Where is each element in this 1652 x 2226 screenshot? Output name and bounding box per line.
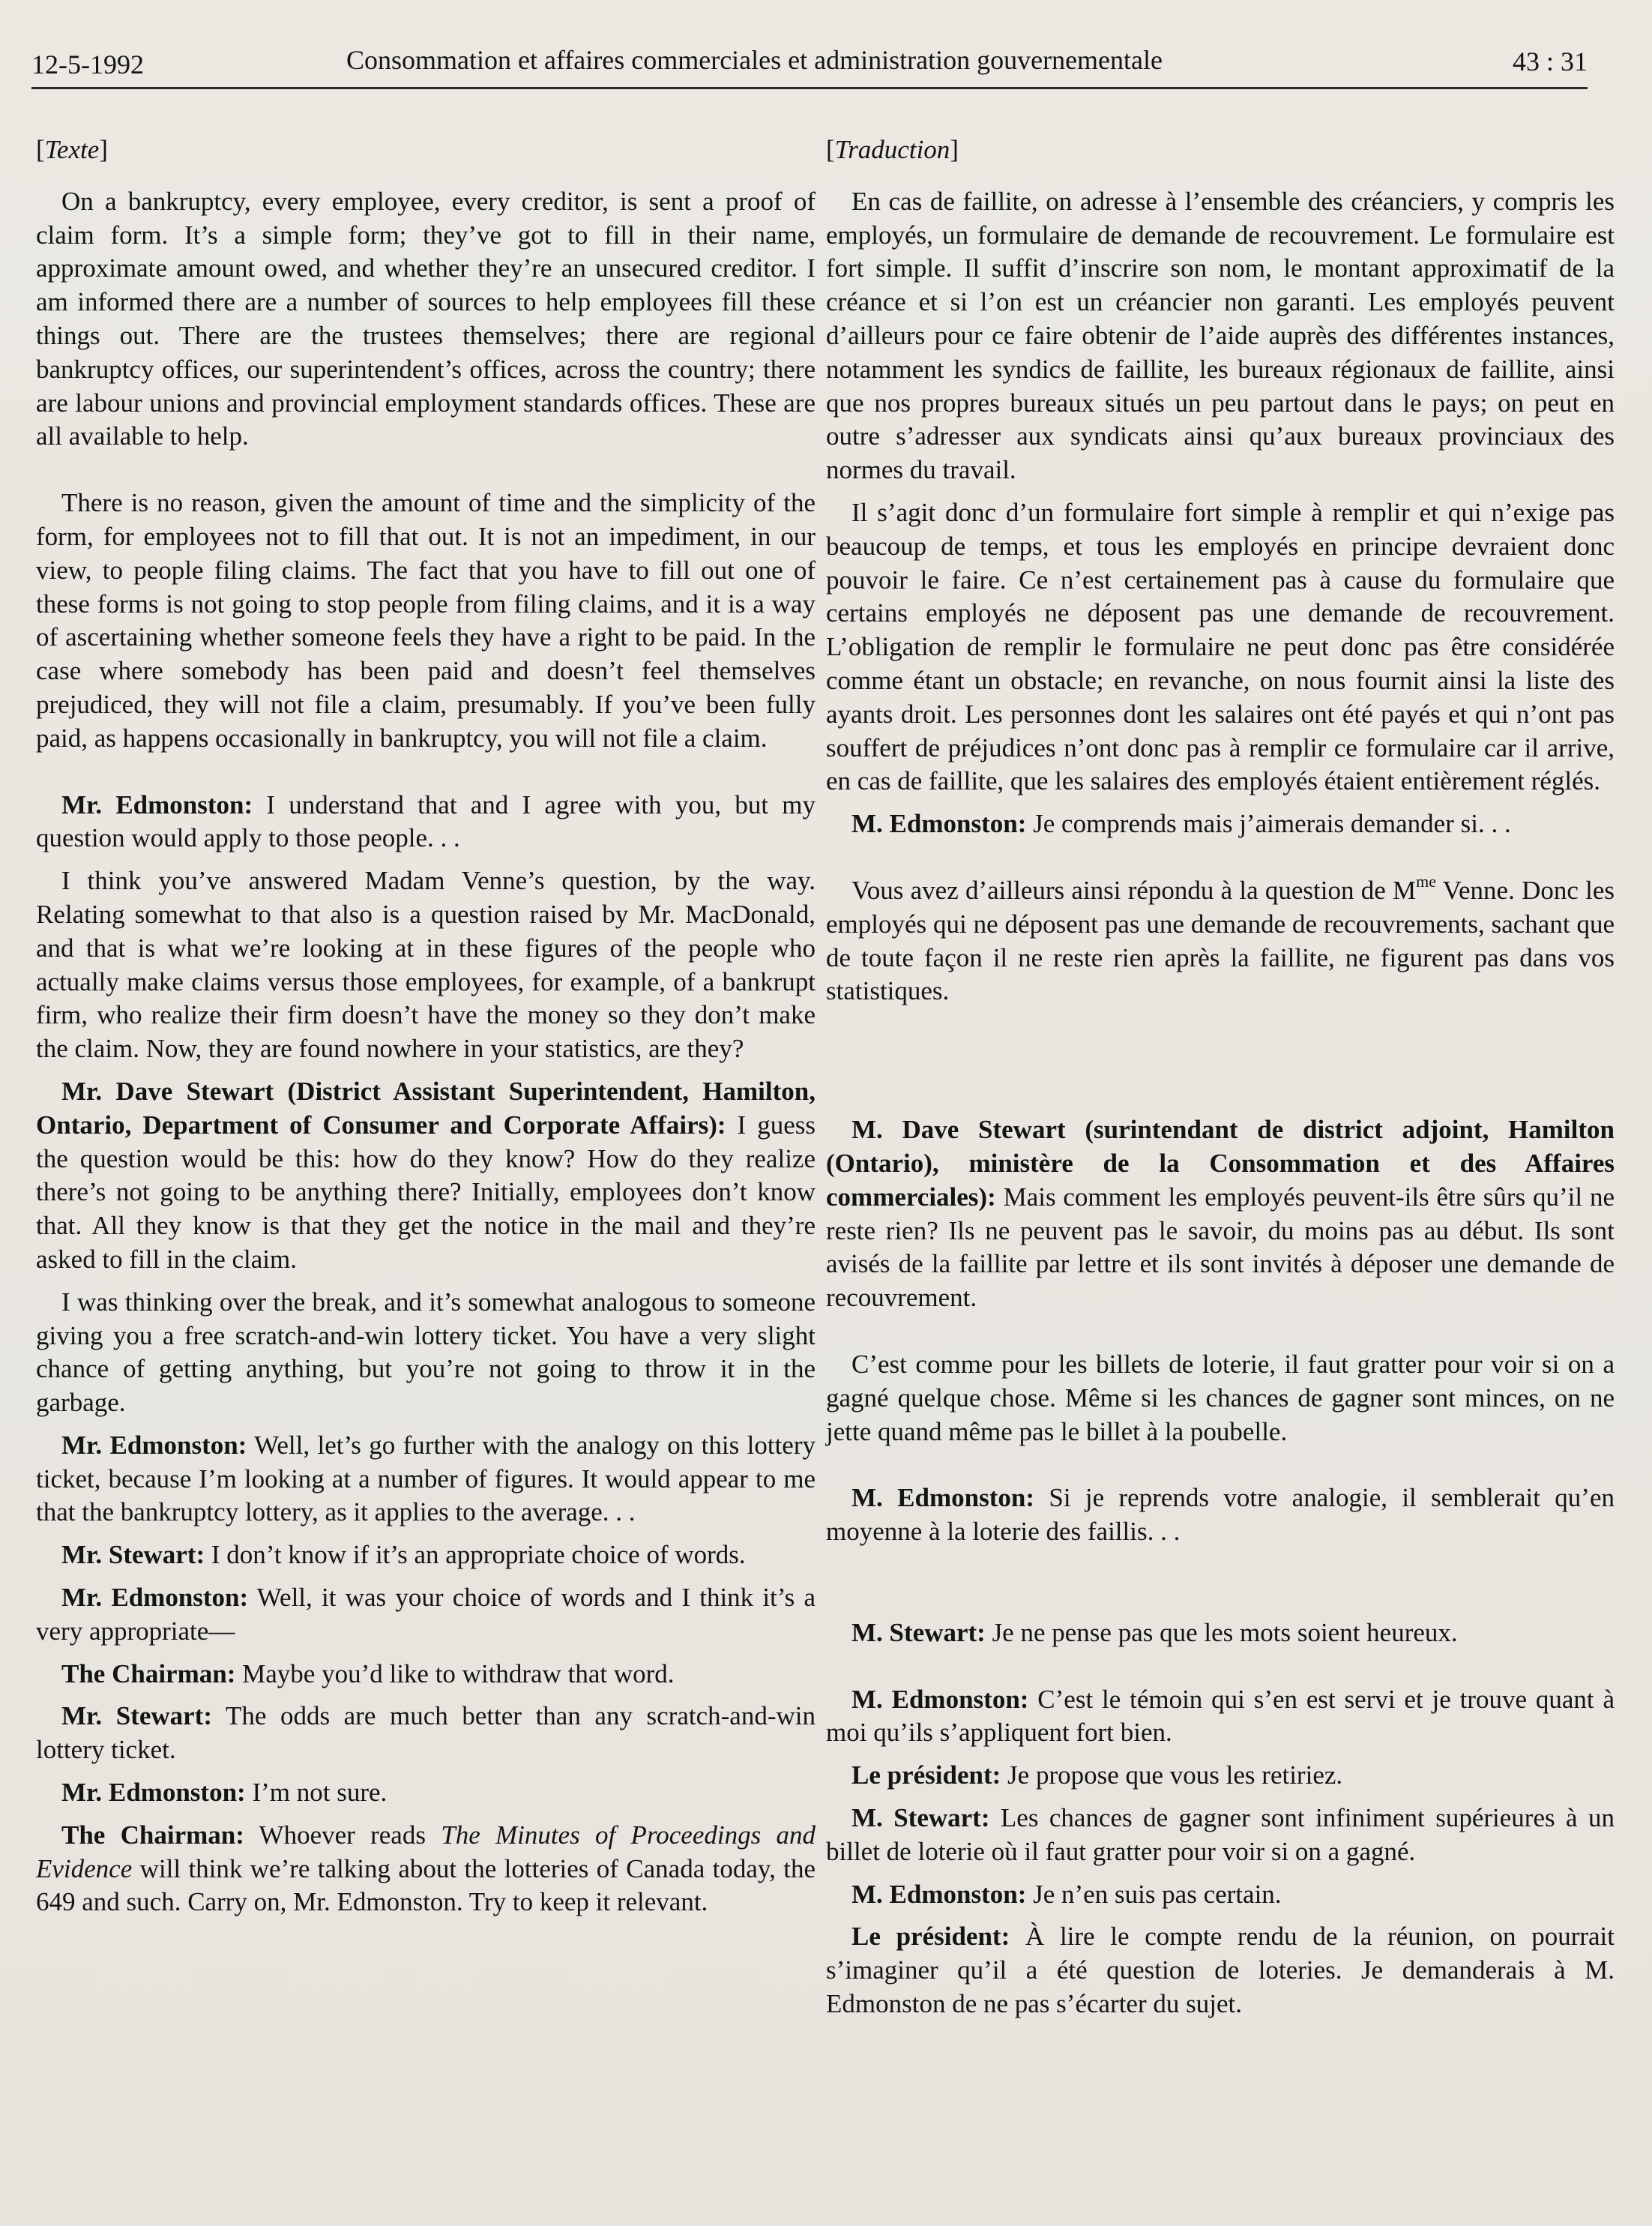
speaker-name: Le président: [851, 1922, 1010, 1952]
speech-edmonston: M. Edmonston: C’est le témoin qui s’en est servi et je trouve quant à moi qu’ils s’appliquent fort bien. [826, 1684, 1615, 1748]
speech-edmonston: M. Edmonston: Je n’en suis pas certain. [851, 1879, 1282, 1909]
speaker-name: M. Edmonston: [851, 809, 1027, 839]
paragraph: I was thinking over the break, and it’s somewhat analogous to someone giving you a free scratch-and-win lottery ticket. You have a very slight chance of getting anything, but you’re not going to throw it in the garbage. [36, 1287, 816, 1418]
paragraph: En cas de faillite, on adresse à l’ensemble des créanciers, y compris les employés, un formulaire de demande de recouvrement. Le formulaire est fort simple. Il suffit d’inscrire son nom, le montant approximatif de la créance et si l’on est un créancier non garanti. Les employés peuvent d’ailleurs pour ce faire obtenir de l’aide auprès des différentes instances, notamment les syndics de faillite, les bureaux régionaux de faillite, ainsi que nos propres bureaux situés un peu partout dans le pays; on peut en outre s’adresser aux syndicats ainsi qu’aux bureaux provinciaux des normes du travail. [826, 186, 1615, 485]
speaker-name: Mr. Edmonston: [61, 1430, 247, 1460]
speech-edmonston: M. Edmonston: Si je reprends votre analogie, il semblerait qu’en moyenne à la loterie des faillis. . . [826, 1483, 1615, 1547]
column-tag-texte: [Texte] [36, 135, 108, 164]
speech-stewart: Mr. Stewart: I don’t know if it’s an appropriate choice of words. [61, 1540, 746, 1570]
speech-stewart: M. Stewart: Les chances de gagner sont infiniment supérieures à un billet de loterie où il faut gratter pour voir si on a gagné. [826, 1803, 1615, 1866]
speaker-name: Mr. Dave Stewart (District Assistant Superintendent, Hamilton, Ontario, Department of Consumer and Corporate Affairs): [36, 1076, 816, 1140]
speaker-name: M. Stewart: [851, 1803, 990, 1833]
speech-stewart: M. Stewart: Je ne pense pas que les mots soient heureux. [851, 1617, 1458, 1647]
header-title: Consommation et affaires commerciales et administration gouvernementale [346, 45, 1163, 75]
speech-edmonston: Mr. Edmonston: Well, it was your choice of words and I think it’s a very appropriate— [36, 1583, 816, 1646]
speech-chairman: The Chairman: Whoever reads The Minutes of Proceedings and Evidence will think we’re talking about the lotteries of Canada today, the 649 and such. Carry on, Mr. Edmonston. Try to keep it relevant. [36, 1820, 816, 1917]
speech-edmonston: Mr. Edmonston: I understand that and I agree with you, but my question would apply to those people. . . [36, 789, 816, 853]
speech-stewart: Mr. Stewart: The odds are much better than any scratch-and-win lottery ticket. [36, 1701, 816, 1765]
superscript: me [1416, 871, 1437, 891]
speech-edmonston: Mr. Edmonston: I’m not sure. [61, 1778, 388, 1808]
speaker-name: Mr. Edmonston: [61, 1778, 246, 1808]
speech-edmonston: M. Edmonston: Je comprends mais j’aimerais demander si. . . [851, 809, 1511, 839]
speech-stewart: M. Dave Stewart (surintendant de district adjoint, Hamilton (Ontario), ministère de la Consommation et des Affaires commerciales): Mais comment les employés peuvent-ils être sûrs qu’il ne reste rien? Ils ne peuvent pas le savoir, du moins pas au début. Ils sont avisés de la faillite par lettre et ils sont invités à déposer une demande de recouvrement. [826, 1115, 1615, 1313]
speaker-name: Le président: [851, 1760, 1001, 1790]
speaker-name: Mr. Stewart: [61, 1701, 212, 1731]
speaker-name: M. Dave Stewart (surintendant de district adjoint, Hamilton (Ontario), ministère de la Consommation et des Affaires commerciales): [826, 1115, 1615, 1212]
speech-stewart: Mr. Dave Stewart (District Assistant Superintendent, Hamilton, Ontario, Department of Consumer and Corporate Affairs): I guess the question would be this: how do they know? How do they realize there’s not going to be anything there? Initially, employees don’t know that. All they know is that they get the notice in the mail and they’re asked to fill in the claim. [36, 1076, 816, 1274]
speaker-name: Mr. Edmonston: [61, 789, 253, 819]
speech-president: Le président: Je propose que vous les retiriez. [851, 1760, 1343, 1790]
paragraph: There is no reason, given the amount of time and the simplicity of the form, for employees not to fill that out. It is not an impediment, in our view, to people filing claims. The fact that you have to fill out one of these forms is not going to stop people from filing claims, and it is a way of ascertaining whether someone feels they have a right to be paid. In the case where somebody has been paid and doesn’t feel themselves prejudiced, they will not file a claim, presumably. If you’ve been fully paid, as happens occasionally in bankruptcy, you will not file a claim. [36, 488, 816, 753]
english-column [36, 133, 816, 1919]
speaker-name: M. Edmonston: [851, 1684, 1029, 1714]
speech-edmonston: Mr. Edmonston: Well, let’s go further with the analogy on this lottery ticket, because I’m looking at a number of figures. It would appear to me that the bankruptcy lottery, as it applies to the average. . . [36, 1430, 816, 1527]
speaker-name: M. Stewart: [851, 1617, 986, 1647]
speaker-name: The Chairman: [61, 1658, 236, 1688]
page-header [31, 42, 1588, 89]
speaker-name: The Chairman: [61, 1820, 244, 1850]
paragraph: On a bankruptcy, every employee, every creditor, is sent a proof of claim form. It’s a simple form; they’ve got to fill in their name, approximate amount owed, and whether they’re an unsecured creditor. I am informed there are a number of sources to help employees fill these things out. There are the trustees themselves; there are regional bankruptcy offices, our superintendent’s offices, across the country; there are labour unions and provincial employment standards offices. These are all available to help. [36, 186, 816, 451]
header-page-number: 43 : 31 [1512, 46, 1588, 76]
paragraph: Vous avez d’ailleurs ainsi répondu à la question de $M^{me}$ Venne. Donc les employés qui ne déposent pas une demande de recouvrements, sachant que de toute façon il ne reste rien après la faillite, ne figurent pas dans vos statistiques. [826, 871, 1615, 1006]
french-column [826, 133, 1615, 2021]
column-tag-traduction: [Traduction] [826, 135, 959, 164]
speaker-name: Mr. Stewart: [61, 1540, 205, 1570]
paragraph: I think you’ve answered Madam Venne’s question, by the way. Relating somewhat to that also is a question raised by Mr. MacDonald, and that is what we’re looking at in these figures of the people who actually make claims versus those employees, for example, of a bankrupt firm, who realize their firm doesn’t have the money so they don’t make the claim. Now, they are found nowhere in your statistics, are they? [36, 866, 816, 1064]
paragraph: Il s’agit donc d’un formulaire fort simple à remplir et qui n’exige pas beaucoup de temps, et tous les employés en principe devraient donc pouvoir le faire. Ce n’est certainement pas à cause du formulaire que certains employés ne déposent pas une demande de recouvrement. L’obligation de remplir le formulaire ne peut donc pas être considérée comme étant un obstacle; en revanche, on nous fournit ainsi la liste des ayants droit. Les personnes dont les salaires ont été payés et qui n’ont pas souffert de préjudices n’ont donc pas à remplir ce formulaire car il arrive, en cas de faillite, que les salaires des employés étaient entièrement réglés. [826, 497, 1615, 796]
publication-title: The Minutes of Proceedings and Evidence [36, 1820, 816, 1883]
speaker-name: Mr. Edmonston: [61, 1583, 249, 1613]
speaker-name: M. Edmonston: [851, 1879, 1027, 1909]
speaker-name: M. Edmonston: [851, 1483, 1034, 1513]
header-date: 12-5-1992 [31, 49, 144, 79]
speech-president: Le président: À lire le compte rendu de la réunion, on pourrait s’imaginer qu’il a été question de loteries. Je demanderais à M. Edmonston de ne pas s’écarter du sujet. [826, 1922, 1615, 2019]
paragraph: C’est comme pour les billets de loterie, il faut gratter pour voir si on a gagné quelque chose. Même si les chances de gagner sont minces, on ne jette quand même pas le billet à la poubelle. [826, 1349, 1615, 1446]
speech-chairman: The Chairman: Maybe you’d like to withdraw that word. [61, 1658, 675, 1688]
